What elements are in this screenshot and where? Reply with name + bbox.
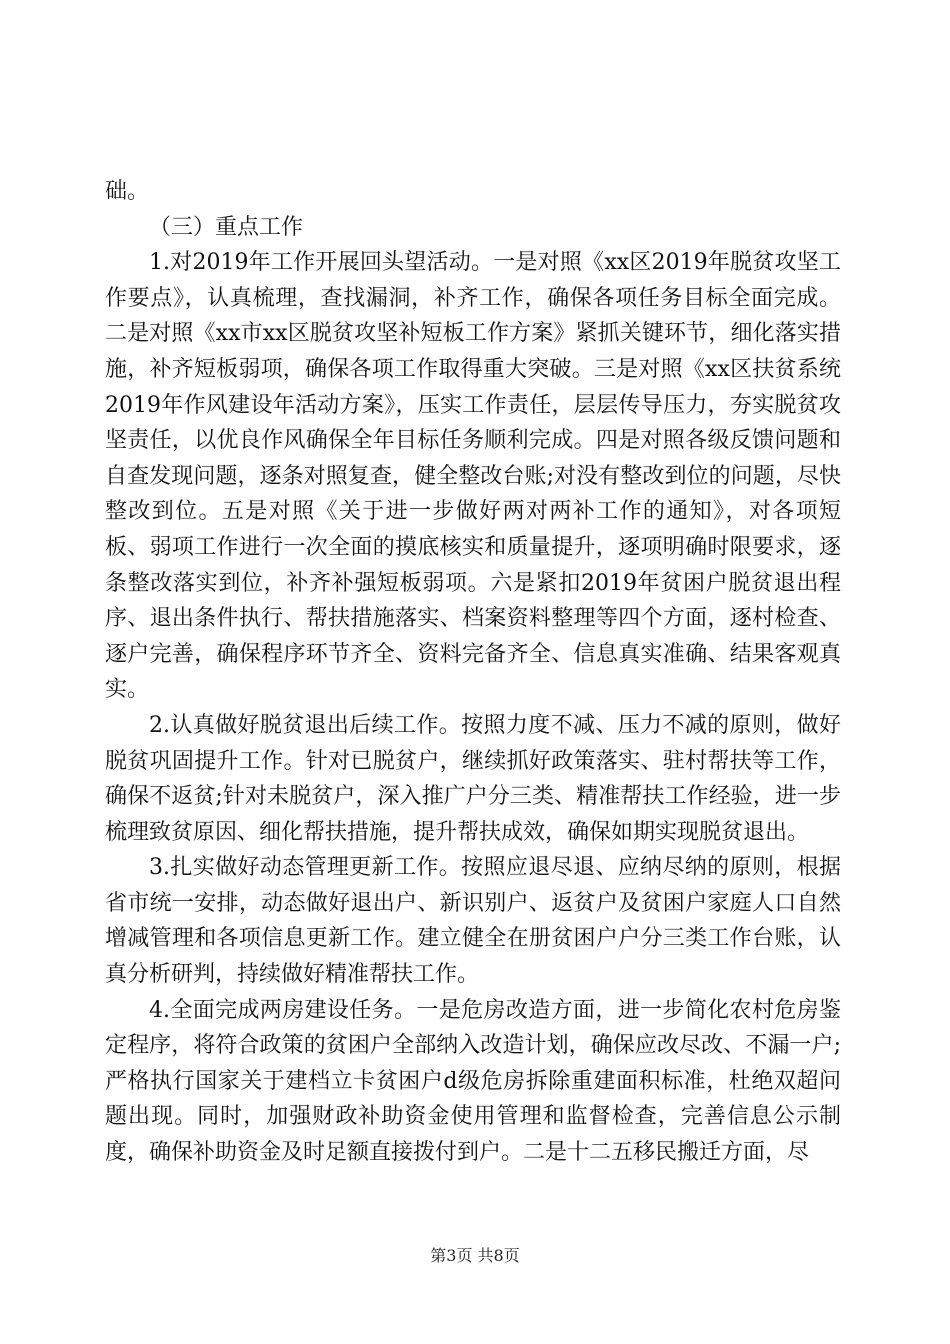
page-footer: 第3页 共8页 <box>430 1246 520 1265</box>
section-heading: （三）重点工作 <box>149 214 304 240</box>
paragraph-item-1: 1.对2019年工作开展回头望活动。一是对照《xx区2019年脱贫攻坚工作要点》，认真梳理，查找漏洞，补齐工作，确保各项任务目标全面完成。二是对照《xx市xx区脱贫攻坚补短板工作方案》紧抓关键环节，细化落实措施，补齐短板弱项，确保各项工作取得重大突破。三是对照《xx区扶贫系统2019年作风建设年活动方案》，压实工作责任，层层传导压力，夯实脱贫攻坚责任，以优良作风确保全年目标任务顺利完成。四是对照各级反馈问题和自查发现问题，逐条对照复查，健全整改台账;对没有整改到位的问题，尽快整改到位。五是对照《关于进一步做好两对两补工作的通知》，对各项短板、弱项工作进行一次全面的摸底核实和质量提升，逐项明确时限要求，逐条整改落实到位，补齐补强短板弱项。六是紧扣2019年贫困户脱贫退出程序、退出条件执行、帮扶措施落实、档案资料整理等四个方面，逐村检查、逐户完善，确保程序环节齐全、资料完备齐全、信息真实准确、结果客观真实。 <box>105 250 841 703</box>
paragraph-item-2: 2.认真做好脱贫退出后续工作。按照力度不减、压力不减的原则，做好脱贫巩固提升工作。针对已脱贫户，继续抓好政策落实、驻村帮扶等工作，确保不返贫;针对未脱贫户，深入推广户分三类、精准帮扶工作经验，进一步梳理致贫原因、细化帮扶措施，提升帮扶成效，确保如期实现脱贫退出。 <box>105 712 841 845</box>
document-body <box>105 174 841 1171</box>
paragraph-item-4: 4.全面完成两房建设任务。一是危房改造方面，进一步简化农村危房鉴定程序，将符合政策的贫困户全部纳入改造计划，确保应改尽改、不漏一户;严格执行国家关于建档立卡贫困户d级危房拆除重建面积标准，杜绝双超问题出现。同时，加强财政补助资金使用管理和监督检查，完善信息公示制度，确保补助资金及时足额直接拨付到户。二是十二五移民搬迁方面，尽 <box>105 997 841 1166</box>
paragraph-lead: 础。 <box>105 179 150 204</box>
paragraph-item-3: 3.扎实做好动态管理更新工作。按照应退尽退、应纳尽纳的原则，根据省市统一安排，动态做好退出户、新识别户、返贫户及贫困户家庭人口自然增减管理和各项信息更新工作。建立健全在册贫困户户分三类工作台账，认真分析研判，持续做好精准帮扶工作。 <box>105 855 841 988</box>
